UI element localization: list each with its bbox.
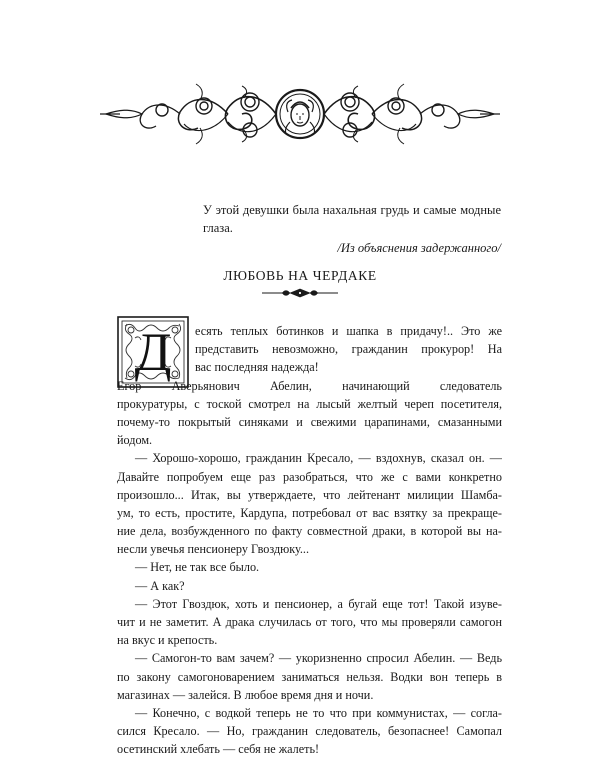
body-line: представить невозможно, гражданин прокурор! На xyxy=(195,342,502,357)
body-line: — Конечно, с водкой теперь не то что при коммунистах, — согла- xyxy=(135,705,502,720)
epigraph-source: /Из объяснения задержанного/ xyxy=(337,241,501,255)
body-line: — Нет, не так все было. xyxy=(135,560,260,575)
body-line: ум, то есть, простите, Кардупа, потребовал от вас взятку за прекраще- xyxy=(117,505,502,520)
body-line: — Этот Гвоздюк, хоть и пенсионер, а бугай еще тот! Такой изуве- xyxy=(135,596,502,611)
body-line: по закону самогоноварением заниматься нельзя. Водки вон теперь в xyxy=(117,669,502,684)
body-line: прокуратуры, с тоской смотрел на лысый желтый череп посетителя, xyxy=(117,396,502,411)
body-line: несли увечья пенсионеру Гвоздюку... xyxy=(117,542,310,557)
body-line: — Хорошо-хорошо, гражданин Кресало, — вздохнув, сказал он. — xyxy=(135,451,502,466)
body-line: — Самогон-то вам зачем? — укоризненно спросил Абелин. — Ведь xyxy=(135,651,502,666)
body-line: магазинах — залейся. В любое время дня и ночи. xyxy=(117,687,374,702)
body-line: почему-то покрытый синяками и свежими царапинами, смазанными xyxy=(117,414,502,429)
dropcap-letter: Д xyxy=(134,322,172,382)
title-flourish-icon xyxy=(260,286,340,300)
body-line: на вкус и крепость. xyxy=(117,633,218,648)
body-line: есять теплых ботинков и шапка в придачу!.. Это же xyxy=(195,324,502,338)
body-line: вас последняя надежда! xyxy=(195,360,319,375)
body-line: — А как? xyxy=(135,578,185,593)
body-line: произошло... Итак, вы утверждаете, что лейтенант милиции Шамба- xyxy=(117,487,502,502)
body-line: ние дела, возбужденного по факту совместной драки, в которой вы на- xyxy=(117,524,502,539)
body-line: Егор Аверьянович Абелин, начинающий следователь xyxy=(117,378,502,393)
body-line: осетинский хлебать — себя не жалеть! xyxy=(117,742,320,757)
body-line: чит и не заметит. А драка случилась от того, что мы проверяли самогон xyxy=(117,615,502,629)
body-line: сился Кресало. — Но, гражданин следователь, безопаснее! Самопал xyxy=(117,724,502,739)
epigraph-text: У этой девушки была нахальная грудь и самые модные глаза. xyxy=(203,203,501,235)
body-text xyxy=(117,322,502,759)
chapter-title: ЛЮБОВЬ НА ЧЕРДАКЕ xyxy=(223,268,377,283)
body-line: Давайте попробуем еще раз разобраться, что же с вами конкретно xyxy=(117,469,502,484)
body-line: йодом. xyxy=(117,433,153,448)
classical-headpiece-ornament-icon xyxy=(100,72,500,156)
